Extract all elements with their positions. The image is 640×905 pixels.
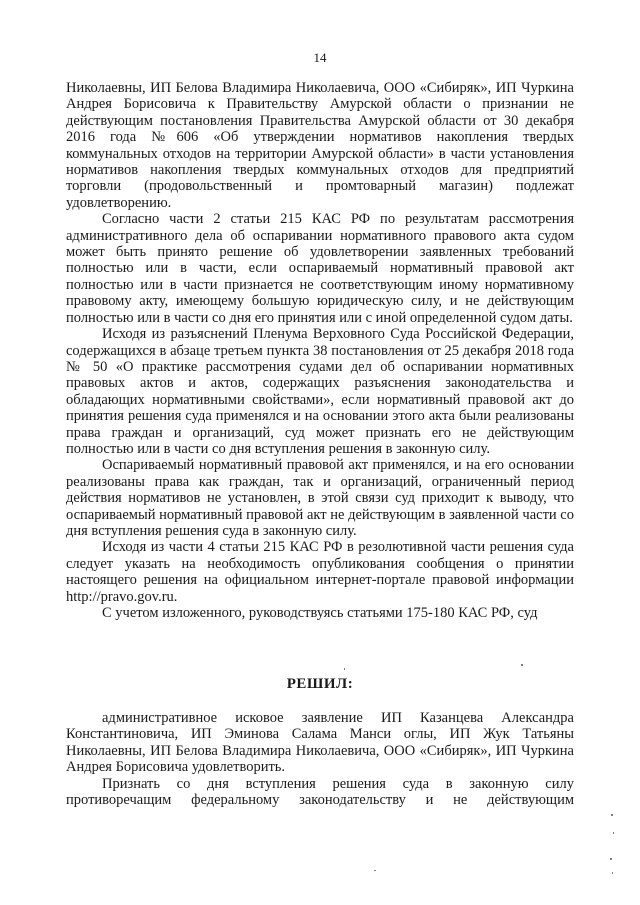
scan-speck [613, 832, 614, 834]
ruling-paragraph-recognize: Признать со дня вступления решения суда в законную силу противоречащим федеральному законодательству и не действующим [66, 775, 574, 809]
scan-speck [612, 872, 613, 874]
ruling-paragraph-satisfy: административное исковое заявление ИП Казанцева Александра Константиновича, ИП Эминова Салама Манси оглы, ИП Жук Татьяны Николаевны, ИП Белова Владимира Николаевича, ООО «Сибиряк», ИП Чуркина Андрея Борисовича удовлетворить. [66, 710, 574, 776]
scan-speck [374, 870, 376, 871]
scan-speck [521, 664, 523, 666]
paragraph-publication: Исходя из части 4 статьи 215 КАС РФ в резолютивной части решения суда следует указать на необходимость опубликования сообщения о принятии настоящего решения на официальном интернет-портале правовой информации http://pravo.gov.ru. [66, 539, 574, 605]
scan-speck [611, 814, 613, 816]
paragraph-continuation: Николаевны, ИП Белова Владимира Николаевича, ООО «Сибиряк», ИП Чуркина Андрея Борисовича к Правительству Амурской области о признании не действующим постановления Правительства Амурской области от 30 декабря 2016 года №606 «Об утверждении нормативов накопления твердых коммунальных отходов на территории Амурской области» в части установления нормативов накопления твердых коммунальных отходов для предприятий торговли (продовольственный и промтоварный магазин) подлежат удовлетворению. [66, 80, 574, 211]
ruling-heading: РЕШИЛ: [286, 676, 354, 692]
document-body [66, 80, 574, 621]
scan-speck [344, 668, 345, 670]
paragraph-guided-by: С учетом изложенного, руководствуясь статьями 175-180 КАС РФ, суд [102, 605, 538, 621]
paragraph-contested-act: Оспариваемый нормативный правовой акт применялся, и на его основании реализованы права как граждан, так и организаций, ограниченный период действия нормативов не установлен, в этой связи суд приходит к выводу, что оспариваемый нормативный правовой акт не действующим в заявленной части со дня вступления решения суда в законную силу. [66, 457, 574, 539]
scan-speck [610, 858, 612, 860]
page-number: 14 [313, 50, 327, 65]
paragraph-article-215-part-2: Согласно части 2 статьи 215 КАС РФ по результатам рассмотрения административного дела об оспаривании нормативного правового акта судом может быть принято решение об удовлетворении заявленных требований полностью или в части, если оспариваемый нормативный правовой акт полностью или в части признается не соответствующим иному нормативному правовому акту, имеющему большую юридическую силу, и не действующим полностью или в части со дня его принятия или с иной определенной судом даты. [66, 211, 574, 326]
paragraph-plenum-clarification: Исходя из разъяснений Пленума Верховного Суда Российской Федерации, содержащихся в абзаце третьем пункта 38 постановления от 25 декабря 2018 года № 50 «О практике рассмотрения судами дел об оспаривании нормативных правовых актов и актов, содержащих разъяснения законодательства и обладающих нормативными свойствами», если нормативный правовой акт до принятия решения суда применялся и на основании этого акта были реализованы права граждан и организаций, суд может признать его не действующим полностью или в части со дня вступления решения в законную силу. [66, 326, 574, 457]
ruling-body [66, 710, 574, 808]
